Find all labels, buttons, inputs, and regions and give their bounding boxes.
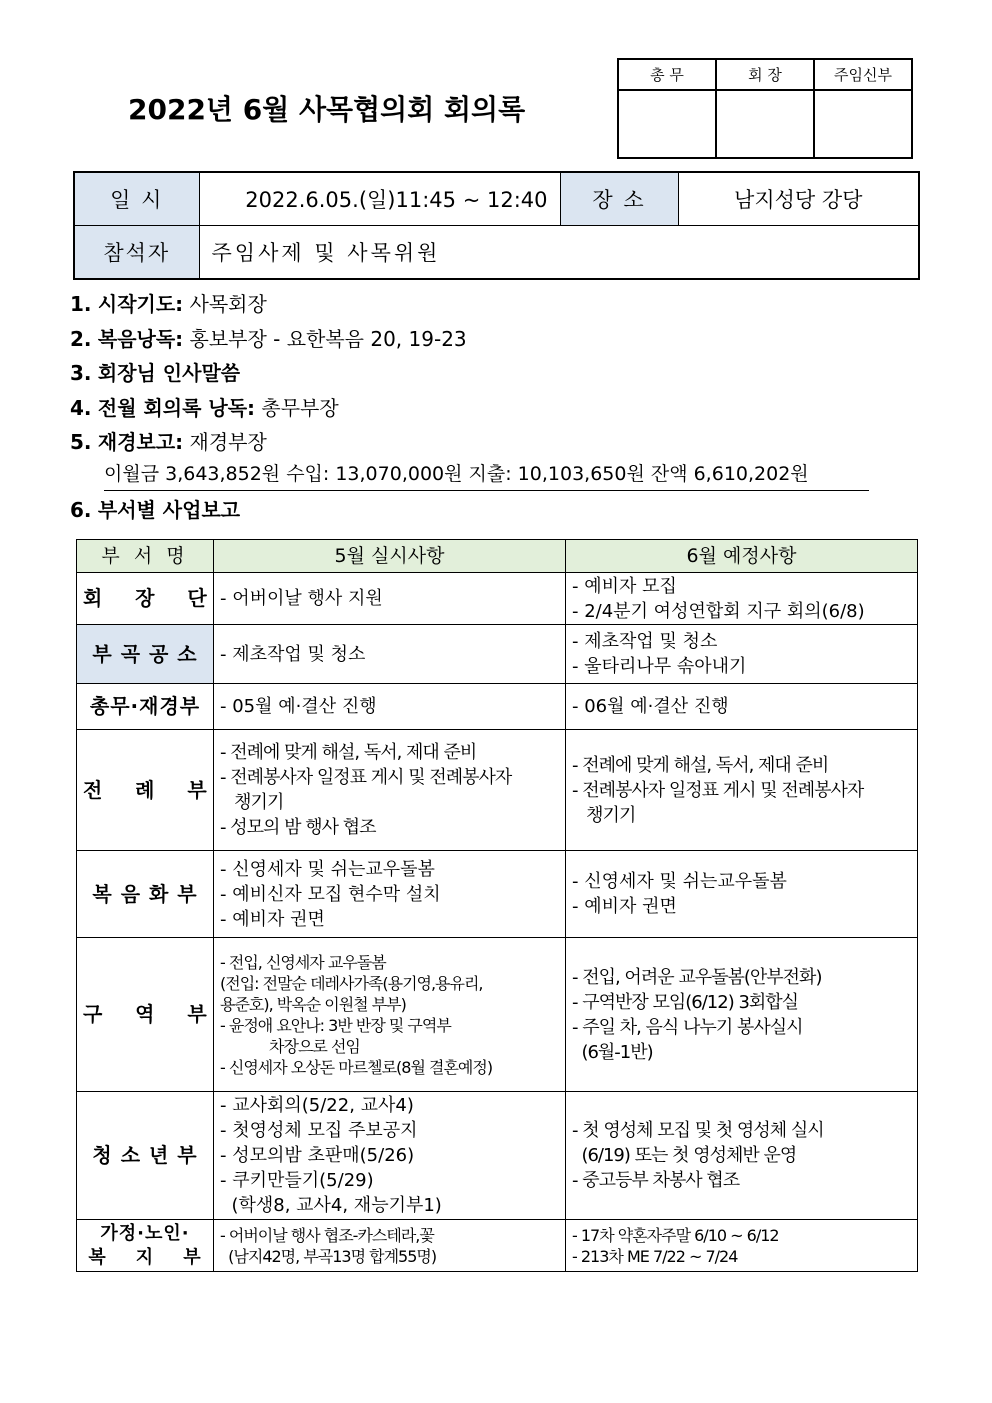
may-cell: - 05월 예·결산 진행 xyxy=(214,684,566,730)
dept-name: 총무·재경부 xyxy=(77,684,214,730)
june-cell: - 전례에 맞게 해설, 독서, 제대 준비 - 전례봉사자 일정표 게시 및 전례봉사자 챙기기 xyxy=(566,730,918,851)
june-cell: - 첫 영성체 모집 및 첫 영성체 실시 (6/19) 또는 첫 영성체반 운영 - 중고등부 차봉사 협조 xyxy=(566,1092,918,1220)
place-value: 남지성당 강당 xyxy=(678,172,919,226)
dept-name: 복 음 화 부 xyxy=(77,851,214,938)
agenda-item: 1. 시작기도: 사목회장 xyxy=(70,292,267,316)
may-cell: - 전입, 신영세자 교우돌봄 (전입: 전말순 데레사가족(용기영,용유리, 용준호), 박옥순 이원철 부부) - 윤정애 요안나: 3반 반장 및 구역부 차장으로 선임 - 신영세자 오상돈 마르첼로(8월 결혼예정) xyxy=(214,938,566,1092)
attendees-value: 주임사제 및 사목위원 xyxy=(199,226,919,280)
approval-signature-secretary xyxy=(618,90,716,158)
dept-name: 가정·노인· 복 지 부 xyxy=(77,1220,214,1272)
table-row xyxy=(77,1092,918,1220)
june-cell: - 제초작업 및 청소 - 울타리나무 솎아내기 xyxy=(566,625,918,684)
agenda-item: 3. 회장님 인사말씀 xyxy=(70,361,241,386)
place-label: 장 소 xyxy=(560,172,678,226)
june-cell: - 신영세자 및 쉬는교우돌봄 - 예비자 권면 xyxy=(566,851,918,938)
may-cell: - 제초작업 및 청소 xyxy=(214,625,566,684)
dept-name: 청 소 년 부 xyxy=(77,1092,214,1220)
page-title: 2022년 6월 사목협의회 회의록 xyxy=(128,93,526,126)
attendees-label: 참석자 xyxy=(74,226,199,280)
may-cell: - 어버이날 행사 지원 xyxy=(214,573,566,625)
agenda-item: 2. 복음낭독: 홍보부장 - 요한복음 20, 19-23 xyxy=(70,326,467,351)
approval-box xyxy=(617,58,913,159)
section-6-heading: 6. 부서별 사업보고 xyxy=(70,498,241,522)
may-cell: - 교사회의(5/22, 교사4) - 첫영성체 모집 주보공지 - 성모의밤 초판매(5/26) - 쿠키만들기(5/29) (학생8, 교사4, 재능기부1) xyxy=(214,1092,566,1220)
table-row xyxy=(77,684,918,730)
june-cell: - 전입, 어려운 교우돌봄(안부전화) - 구역반장 모임(6/12) 3회합실 - 주일 차, 음식 나누기 봉사실시 (6월-1반) xyxy=(566,938,918,1092)
meeting-info-table xyxy=(73,171,920,280)
june-cell: - 17차 약혼자주말 6/10 ~ 6/12 - 213차 ME 7/22 ~ 7/24 xyxy=(566,1220,918,1272)
june-cell: - 06월 예·결산 진행 xyxy=(566,684,918,730)
dept-name: 회 장 단 xyxy=(77,573,214,625)
table-row xyxy=(77,851,918,938)
may-cell: - 신영세자 및 쉬는교우돌봄 - 예비신자 모집 현수막 설치 - 예비자 권면 xyxy=(214,851,566,938)
column-header-may: 5월 실시사항 xyxy=(214,540,566,573)
department-report-table xyxy=(76,539,918,1272)
approval-header-secretary: 총 무 xyxy=(618,59,716,90)
may-cell: - 전례에 맞게 해설, 독서, 제대 준비 - 전례봉사자 일정표 게시 및 전례봉사자 챙기기 - 성모의 밤 행사 협조 xyxy=(214,730,566,851)
table-row xyxy=(77,625,918,684)
dept-name: 전 례 부 xyxy=(77,730,214,851)
may-cell: - 어버이날 행사 협조-카스테라,꽃 (남지42명, 부곡13명 합계55명) xyxy=(214,1220,566,1272)
approval-signature-pastor xyxy=(814,90,912,158)
column-header-dept: 부 서 명 xyxy=(77,540,214,573)
table-row xyxy=(77,938,918,1092)
june-cell: - 예비자 모집 - 2/4분기 여성연합회 지구 회의(6/8) xyxy=(566,573,918,625)
dept-name: 부 곡 공 소 xyxy=(77,625,214,684)
approval-header-pastor: 주임신부 xyxy=(814,59,912,90)
dept-name: 구 역 부 xyxy=(77,938,214,1092)
table-row xyxy=(77,573,918,625)
column-header-june: 6월 예정사항 xyxy=(566,540,918,573)
agenda-item: 4. 전월 회의록 낭독: 총무부장 xyxy=(70,395,339,420)
approval-signature-president xyxy=(716,90,814,158)
date-value: 2022.6.05.(일)11:45 ~ 12:40 xyxy=(199,172,560,226)
agenda-list xyxy=(70,287,467,460)
table-row xyxy=(77,1220,918,1272)
approval-header-president: 회 장 xyxy=(716,59,814,90)
finance-summary: 이월금 3,643,852원 수입: 13,070,000원 지출: 10,103,650원 잔액 6,610,202원 xyxy=(104,458,869,491)
table-row xyxy=(77,730,918,851)
date-label: 일 시 xyxy=(74,172,199,226)
agenda-item: 5. 재경보고: 재경부장 xyxy=(70,430,267,455)
